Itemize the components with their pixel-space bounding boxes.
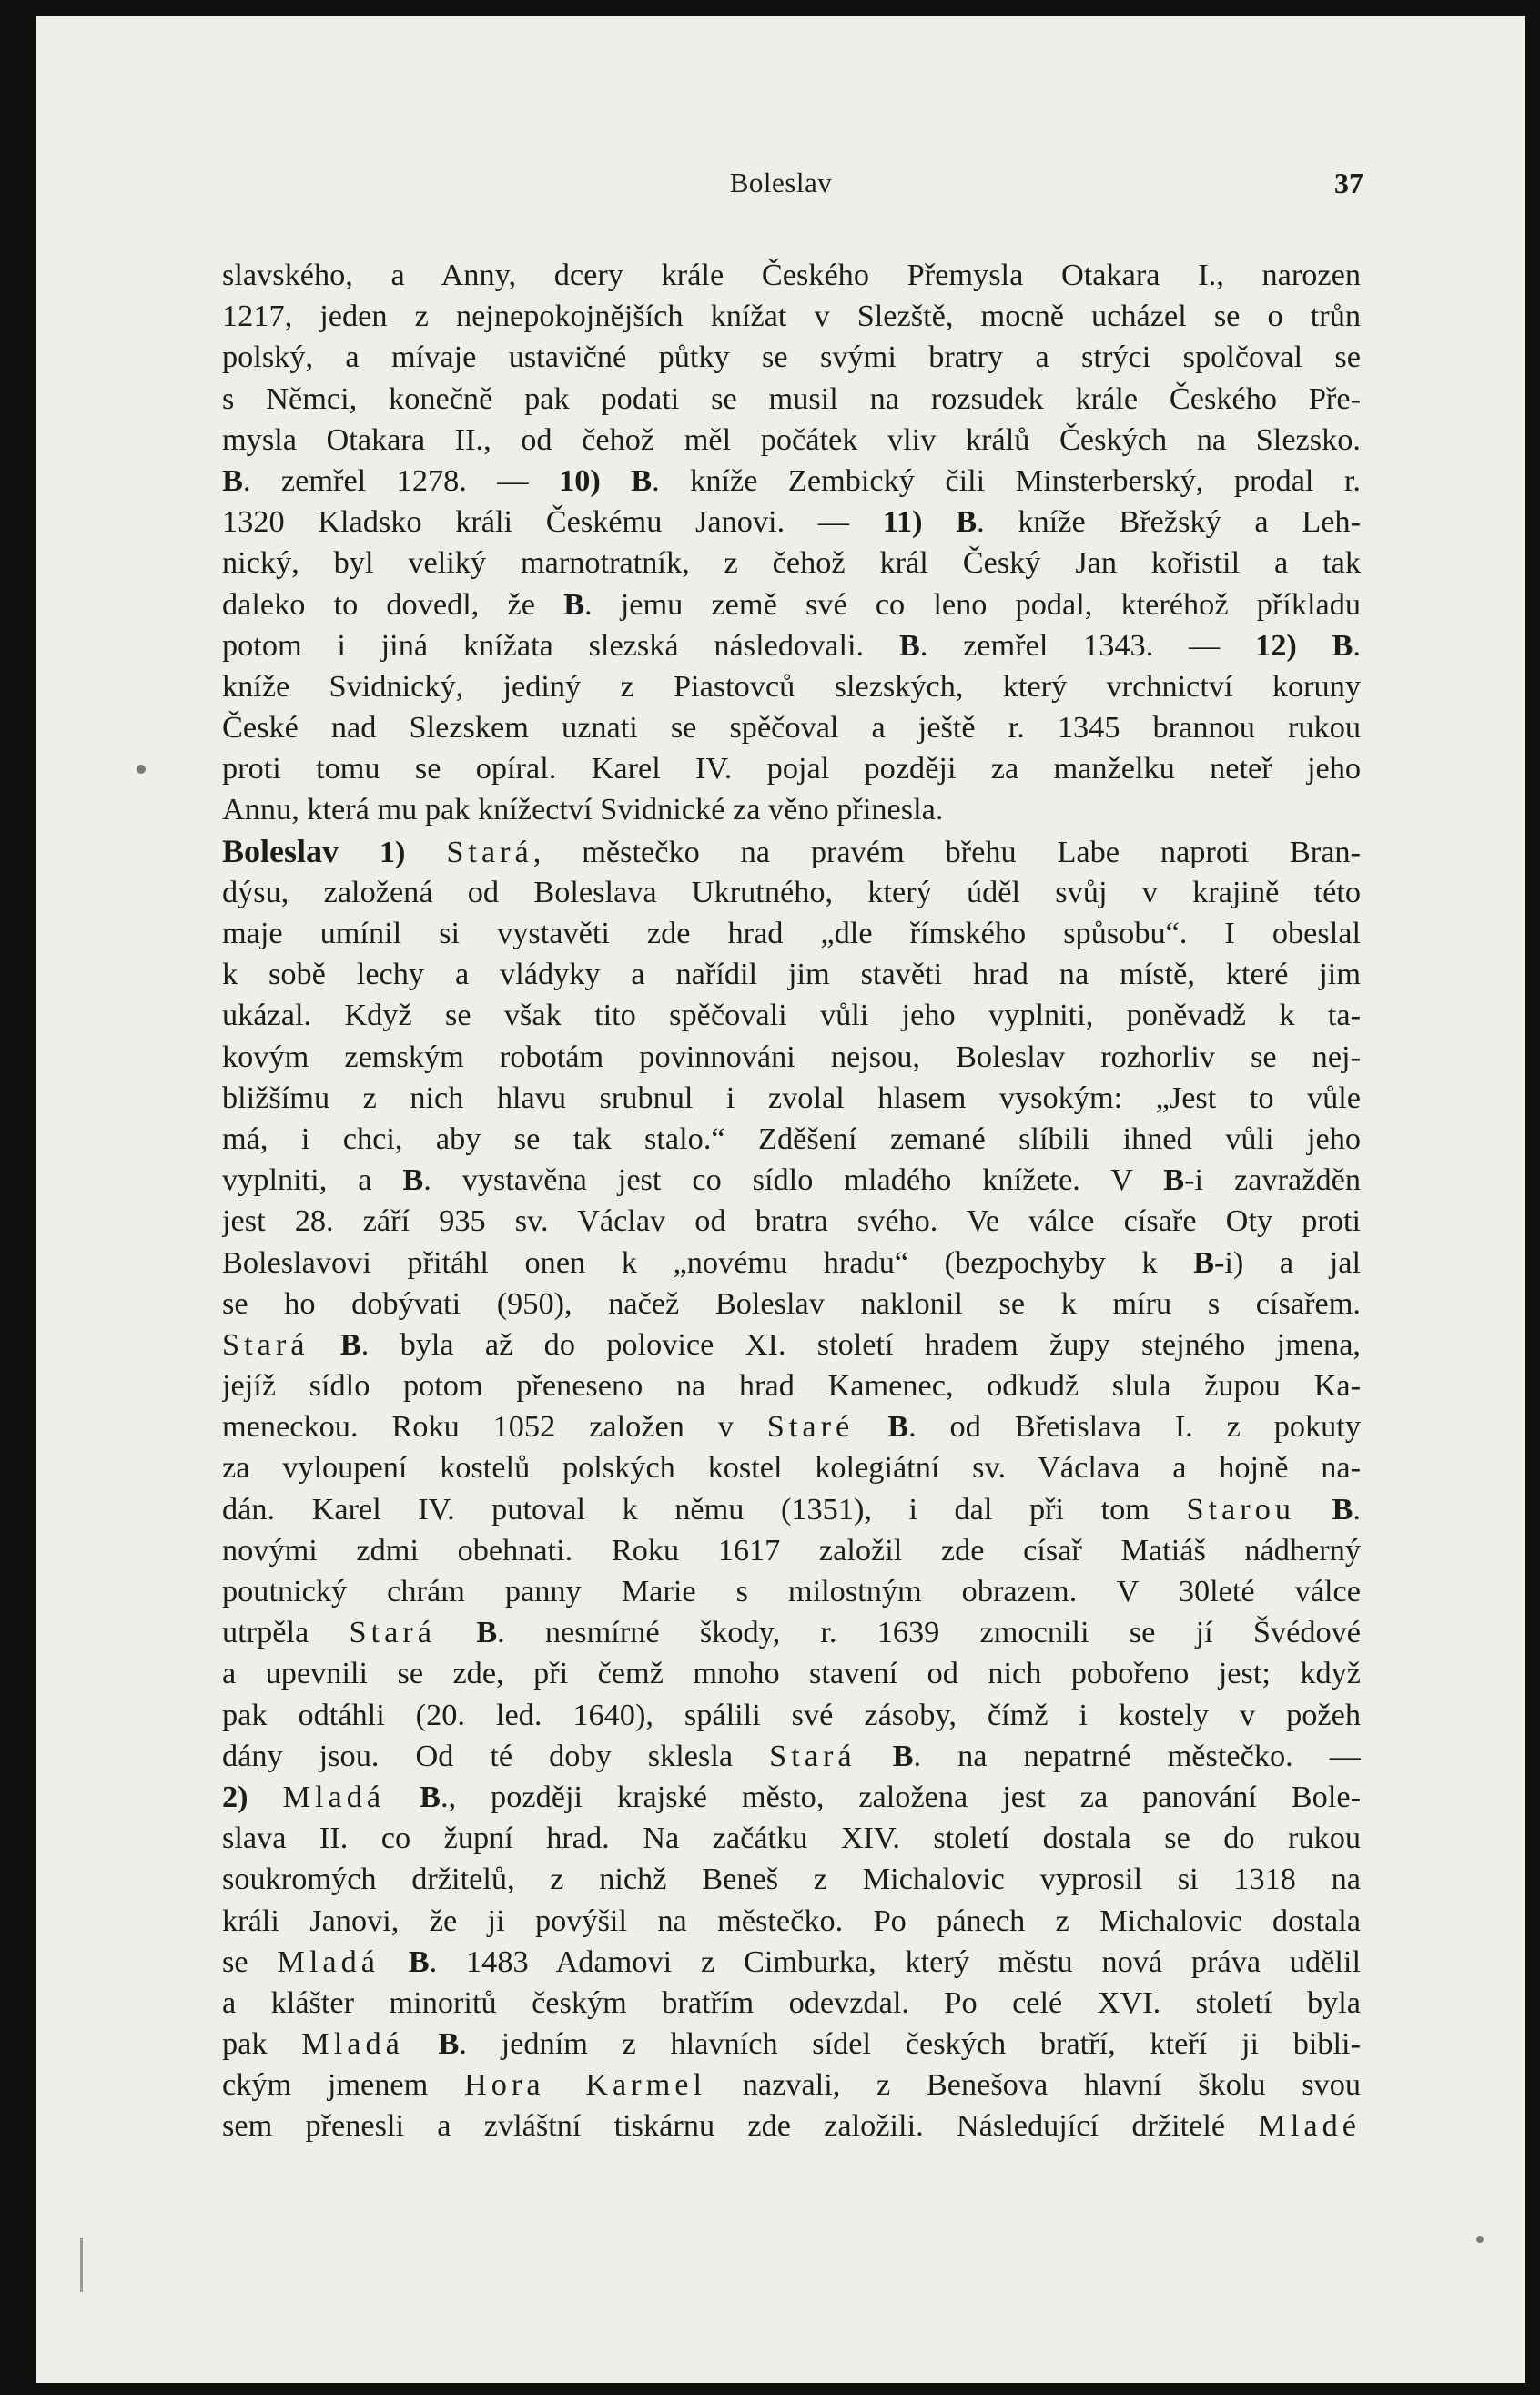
text-run: 1217, jeden z nejnepokojnějších knížat v Slezště, mocně ucházel se o trůn bbox=[222, 299, 1361, 334]
text-run: daleko to dovedl, že bbox=[222, 586, 564, 622]
text-line bbox=[222, 255, 1361, 296]
text-run bbox=[601, 463, 631, 498]
text-run bbox=[436, 1615, 476, 1649]
text-run: se ho dobývati (950), načež Boleslav naklonil se k míru s císařem. bbox=[222, 1285, 1361, 1321]
text-run: jest 28. září 935 sv. Václav od bratra svého. Ve válce císaře Oty proti bbox=[222, 1203, 1361, 1239]
text-run: za vyloupení kostelů polských kostel kolegiátní sv. Václava a hojně na- bbox=[222, 1450, 1361, 1486]
text-line bbox=[222, 1530, 1361, 1571]
text-run: -i zavražděn bbox=[1184, 1162, 1361, 1198]
text-run: poutnický chrám panny Marie s milostným obrazem. V 30leté válce bbox=[222, 1574, 1361, 1609]
text-run: Hora Karmel bbox=[464, 2067, 707, 2103]
text-run: soukromých držitelů, z nichž Beneš z Michalovic vyprosil si 1318 na bbox=[222, 1862, 1361, 1897]
text-run bbox=[380, 1944, 409, 1979]
text-line bbox=[222, 789, 1361, 830]
text-run: proti tomu se opíral. Karel IV. pojal později za manželku neteř jeho bbox=[222, 751, 1361, 786]
text-run bbox=[1295, 1492, 1332, 1527]
text-run: B bbox=[1163, 1162, 1185, 1198]
text-line bbox=[222, 1365, 1361, 1406]
text-line bbox=[222, 1078, 1361, 1119]
text-run: 2) bbox=[222, 1779, 248, 1814]
text-run: Mladá bbox=[277, 1943, 380, 1979]
text-run: a klášter minoritů českým bratřím odevzdal. Po celé XVI. století byla bbox=[222, 1984, 1361, 2020]
text-run: ukázal. Když se však tito spěčovali vůli jeho vyplniti, poněvadž k ta- bbox=[222, 998, 1361, 1033]
text-line bbox=[222, 1447, 1361, 1488]
text-run: . zemřel 1343. — bbox=[919, 627, 1256, 663]
text-run: bližšímu z nich hlavu srubnul i zvolal hlasem vysokým: „Jest to vůle bbox=[222, 1080, 1361, 1115]
text-run: . na nepatrné městečko. — bbox=[913, 1738, 1361, 1773]
text-run: B bbox=[887, 1409, 909, 1445]
text-run: vyplniti, a bbox=[222, 1162, 403, 1198]
text-line bbox=[222, 1406, 1361, 1447]
text-run: . zemřel 1278. — bbox=[242, 462, 560, 498]
text-run: meneckou. Roku 1052 založen v bbox=[222, 1409, 767, 1445]
text-run: a upevnili se zde, při čemž mnoho stavení od nich pobořeno jest; když bbox=[222, 1656, 1361, 1691]
text-run: Mladá bbox=[282, 1779, 386, 1814]
margin-stroke bbox=[80, 2238, 83, 2292]
text-run: . kníže Břežský a Leh- bbox=[977, 504, 1361, 540]
text-run: slavského, a Anny, dcery krále Českého Přemysla Otakara I., narozen bbox=[222, 258, 1361, 292]
text-run: Mladá bbox=[301, 2026, 404, 2062]
text-run: 12) bbox=[1255, 627, 1297, 663]
text-run: potom i jiná knížata slezská následovali. bbox=[222, 627, 899, 663]
text-line bbox=[222, 296, 1361, 337]
text-run: . bbox=[1353, 627, 1361, 663]
text-run bbox=[339, 835, 380, 869]
text-run: . 1483 Adamovi z Cimburka, který městu nová práva udělil bbox=[429, 1943, 1361, 1979]
text-line bbox=[222, 666, 1361, 707]
text-run: B bbox=[408, 1943, 430, 1979]
text-line bbox=[222, 1983, 1361, 2024]
text-run: Stará bbox=[446, 834, 533, 869]
text-line bbox=[222, 1571, 1361, 1612]
text-line bbox=[222, 1037, 1361, 1078]
text-run bbox=[923, 504, 957, 539]
text-run bbox=[856, 1739, 893, 1773]
text-line bbox=[222, 1160, 1361, 1201]
text-line bbox=[222, 1695, 1361, 1736]
text-line bbox=[222, 1201, 1361, 1242]
text-run: králi Janovi, že ji povýšil na městečko. Po pánech z Michalovic dostala bbox=[222, 1903, 1361, 1938]
text-run: . kníže Zembický čili Minsterberský, prodal r. bbox=[652, 462, 1361, 498]
text-run: Boleslav bbox=[222, 832, 339, 869]
text-line bbox=[222, 1612, 1361, 1653]
text-run: pak bbox=[222, 2026, 302, 2062]
text-run: . nesmírné škody, r. 1639 zmocnili se jí Švédové bbox=[497, 1615, 1361, 1650]
text-line bbox=[222, 954, 1361, 995]
margin-dot bbox=[137, 765, 146, 774]
text-line bbox=[222, 1243, 1361, 1284]
text-line bbox=[222, 461, 1361, 502]
text-run: . jemu země své co leno podal, kteréhož příkladu bbox=[583, 586, 1361, 622]
text-line bbox=[222, 584, 1361, 625]
text-line bbox=[222, 1818, 1361, 1859]
text-run: dány jsou. Od té doby sklesla bbox=[222, 1738, 770, 1773]
text-run: , městečko na pravém břehu Labe naproti Bran- bbox=[532, 834, 1361, 869]
body-text bbox=[222, 255, 1361, 2147]
text-line bbox=[222, 1777, 1361, 1818]
text-run: B bbox=[898, 627, 920, 663]
text-run: novými zdmi obehnati. Roku 1617 založil zde císař Matiáš nádherný bbox=[222, 1532, 1361, 1568]
text-run: -i) a jal bbox=[1213, 1244, 1361, 1280]
text-line bbox=[222, 1736, 1361, 1777]
text-run: polský, a mívaje ustavičné půtky se svými bratry a strýci spolčoval se bbox=[222, 340, 1361, 375]
text-run: slava II. co župní hrad. Na začátku XIV. století dostala se do rukou bbox=[222, 1821, 1361, 1856]
text-line bbox=[222, 2106, 1361, 2146]
text-run: B bbox=[1332, 627, 1353, 663]
text-run bbox=[309, 1327, 339, 1362]
book-page bbox=[36, 16, 1525, 2383]
text-line bbox=[222, 1859, 1361, 1900]
text-run: pak odtáhli (20. led. 1640), spálili své zásoby, čímž i kostely v požeh bbox=[222, 1697, 1361, 1732]
text-line bbox=[222, 1942, 1361, 1983]
text-run: Annu, která mu pak knížectví Svidnické za věno přinesla. bbox=[222, 792, 944, 827]
text-line bbox=[222, 1489, 1361, 1530]
text-run: . jedním z hlavních sídel českých bratří, kteří ji bibli- bbox=[459, 2026, 1361, 2062]
text-run: Staré bbox=[766, 1409, 855, 1445]
text-run: 1) bbox=[379, 834, 406, 869]
text-run: k sobě lechy a vládyky a nařídil jim stavěti hrad na místě, které jim bbox=[222, 957, 1361, 992]
text-run: s Němci, konečně pak podati se musil na rozsudek krále Českého Pře- bbox=[222, 381, 1361, 416]
text-run: dán. Karel IV. putoval k němu (1351), i dal při tom bbox=[222, 1491, 1187, 1527]
text-line bbox=[222, 1324, 1361, 1365]
text-run: nický, byl veliký marnotratník, z čehož král Český Jan kořistil a tak bbox=[222, 545, 1361, 581]
text-line bbox=[222, 1284, 1361, 1324]
text-run: B bbox=[1193, 1244, 1214, 1280]
text-run: . od Břetislava I. z pokuty bbox=[908, 1409, 1361, 1445]
text-run: B bbox=[956, 504, 978, 540]
text-line bbox=[222, 995, 1361, 1036]
text-run: Stará bbox=[349, 1615, 436, 1650]
text-run: dýsu, založená od Boleslava Ukrutného, který úděl svůj v krajině této bbox=[222, 874, 1361, 909]
text-run: mysla Otakara II., od čehož měl počátek vliv králů Českých na Slezsko. bbox=[222, 421, 1361, 457]
text-run: B bbox=[222, 462, 243, 498]
text-run: Boleslavovi přitáhl onen k „novému hradu“ (bezpochyby k bbox=[222, 1244, 1194, 1280]
text-line bbox=[222, 1119, 1361, 1160]
text-line bbox=[222, 502, 1361, 543]
text-run: B bbox=[402, 1162, 424, 1198]
text-line bbox=[222, 420, 1361, 461]
text-run: se bbox=[222, 1943, 278, 1979]
text-run: kníže Svidnický, jediný z Piastovců slezských, který vrchnictví koruny bbox=[222, 668, 1361, 704]
text-run bbox=[405, 835, 446, 869]
text-run: 10) bbox=[559, 462, 601, 498]
margin-mark bbox=[1476, 2236, 1484, 2243]
text-run: B bbox=[438, 2026, 460, 2062]
text-run: 11) bbox=[882, 504, 923, 540]
text-run bbox=[404, 2026, 439, 2061]
text-run: maje umínil si vystavěti zde hrad „dle římského spůsobu“. I obeslal bbox=[222, 916, 1361, 950]
text-run: B bbox=[339, 1326, 361, 1362]
text-line bbox=[222, 1901, 1361, 1942]
text-line bbox=[222, 913, 1361, 954]
text-run: má, i chci, aby se tak stalo.“ Zděšení zemané slíbili ihned vůli jeho bbox=[222, 1121, 1361, 1156]
text-run: 1320 Kladsko králi Českému Janovi. — bbox=[222, 504, 883, 540]
text-run: B bbox=[563, 586, 584, 622]
text-line bbox=[222, 872, 1361, 913]
text-run bbox=[385, 1780, 420, 1814]
text-run bbox=[248, 1780, 283, 1814]
text-run: ckým jmenem bbox=[222, 2067, 464, 2103]
text-line bbox=[222, 831, 1361, 872]
text-run: . byla až do polovice XI. století hradem župy stejného jmena, bbox=[360, 1326, 1361, 1362]
text-run: nazvali, z Benešova hlavní školu svou bbox=[706, 2067, 1361, 2103]
text-run: Starou bbox=[1186, 1491, 1295, 1527]
text-run: B bbox=[476, 1615, 498, 1650]
text-run: utrpěla bbox=[222, 1615, 350, 1650]
running-head: Boleslav bbox=[729, 167, 833, 198]
text-line bbox=[222, 2065, 1361, 2106]
page-number: 37 bbox=[1334, 167, 1363, 199]
text-run: České nad Slezskem uznati se spěčoval a ještě r. 1345 brannou rukou bbox=[222, 710, 1361, 746]
text-run: . bbox=[1353, 1491, 1361, 1527]
text-line bbox=[222, 1653, 1361, 1694]
text-run: Stará bbox=[222, 1326, 309, 1362]
text-run: Stará bbox=[769, 1738, 856, 1773]
text-run: sem přenesli a zvláštní tiskárnu zde založili. Následující držitelé bbox=[222, 2108, 1259, 2144]
page-header bbox=[36, 167, 1525, 212]
text-run bbox=[1297, 628, 1332, 663]
text-run bbox=[854, 1409, 887, 1444]
text-run: B bbox=[631, 462, 653, 498]
text-run: kovým zemským robotám povinnováni nejsou, Boleslav rozhorliv se nej- bbox=[222, 1039, 1361, 1074]
text-run: B bbox=[420, 1779, 441, 1814]
text-line bbox=[222, 707, 1361, 748]
text-run: jejíž sídlo potom přeneseno na hrad Kamenec, odkudž slula župou Ka- bbox=[222, 1368, 1361, 1404]
text-line bbox=[222, 543, 1361, 584]
text-run: ., později krajské město, založena jest za panování Bole- bbox=[440, 1779, 1361, 1814]
text-line bbox=[222, 748, 1361, 789]
text-line bbox=[222, 2024, 1361, 2065]
text-line bbox=[222, 337, 1361, 378]
text-run: Mladé bbox=[1258, 2108, 1361, 2144]
text-run: . vystavěna jest co sídlo mladého knížete. V bbox=[423, 1162, 1164, 1198]
text-line bbox=[222, 625, 1361, 666]
text-line bbox=[222, 379, 1361, 420]
text-run: B bbox=[1332, 1491, 1353, 1527]
text-run: B bbox=[892, 1738, 914, 1773]
